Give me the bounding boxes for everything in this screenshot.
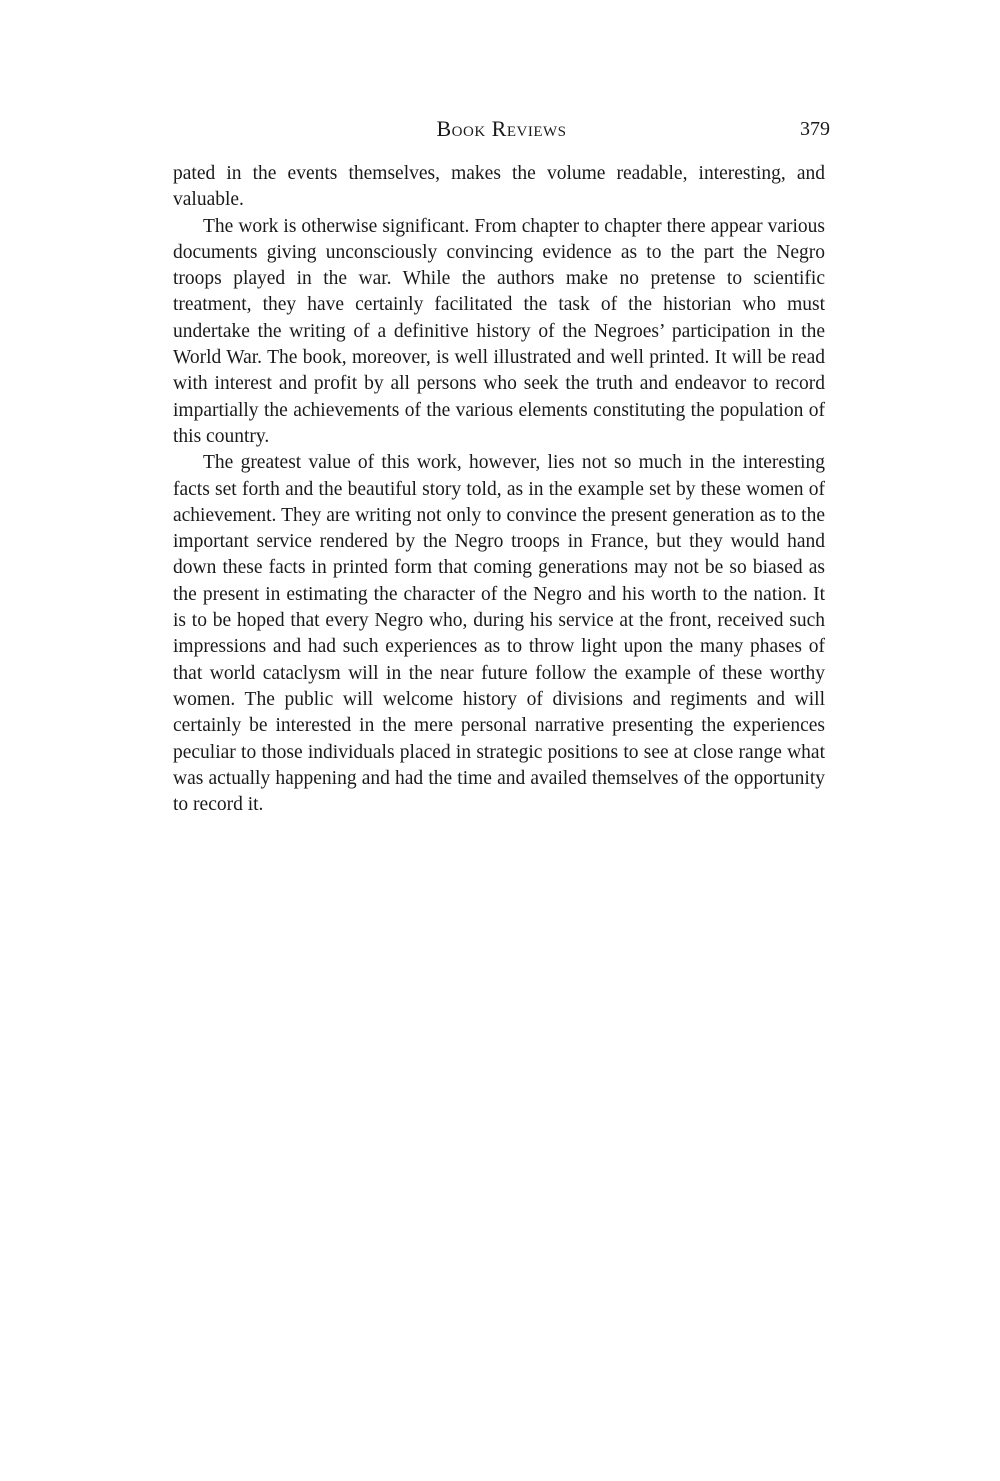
- running-title: Book Reviews: [436, 116, 567, 141]
- paragraph: The greatest value of this work, however, lies not so much in the interesting facts set forth and the beautiful story told, as in the example set by these women of achievement. They are writing not only to convince the present generation as to the important service rendered by the Negro troops in France, but they would hand down these facts in printed form that coming generations may not be so biased as the present in estimating the character of the Negro and his worth to the nation. It is to be hoped that every Negro who, during his service at the front, received such impressions and had such experiences as to throw light upon the many phases of that world cataclysm will in the near future follow the example of these worthy women. The public will welcome history of divisions and regiments and will certainly be interested in the mere personal narrative presenting the experiences peculiar to those individuals placed in strategic positions to see at close range what was actually happening and had the time and availed themselves of the opportunity to record it.: [173, 452, 825, 816]
- paragraph: The work is otherwise significant. From chapter to chapter there appear various documents giving unconsciously convincing evidence as to the part the Negro troops played in the war. While the authors make no pretense to scientific treatment, they have certainly facilitated the task of the historian who must undertake the writing of a definitive history of the Negroes’ participation in the World War. The book, moreover, is well illustrated and well printed. It will be read with interest and profit by all persons who seek the truth and endeavor to record impartially the achievements of the various elements constituting the population of this country.: [173, 215, 825, 447]
- page-number: 379: [800, 118, 830, 140]
- running-head: [173, 114, 830, 144]
- body-text: [173, 161, 825, 818]
- paragraph-continued: pated in the events themselves, makes the volume readable, interesting, and valuable.: [173, 163, 825, 211]
